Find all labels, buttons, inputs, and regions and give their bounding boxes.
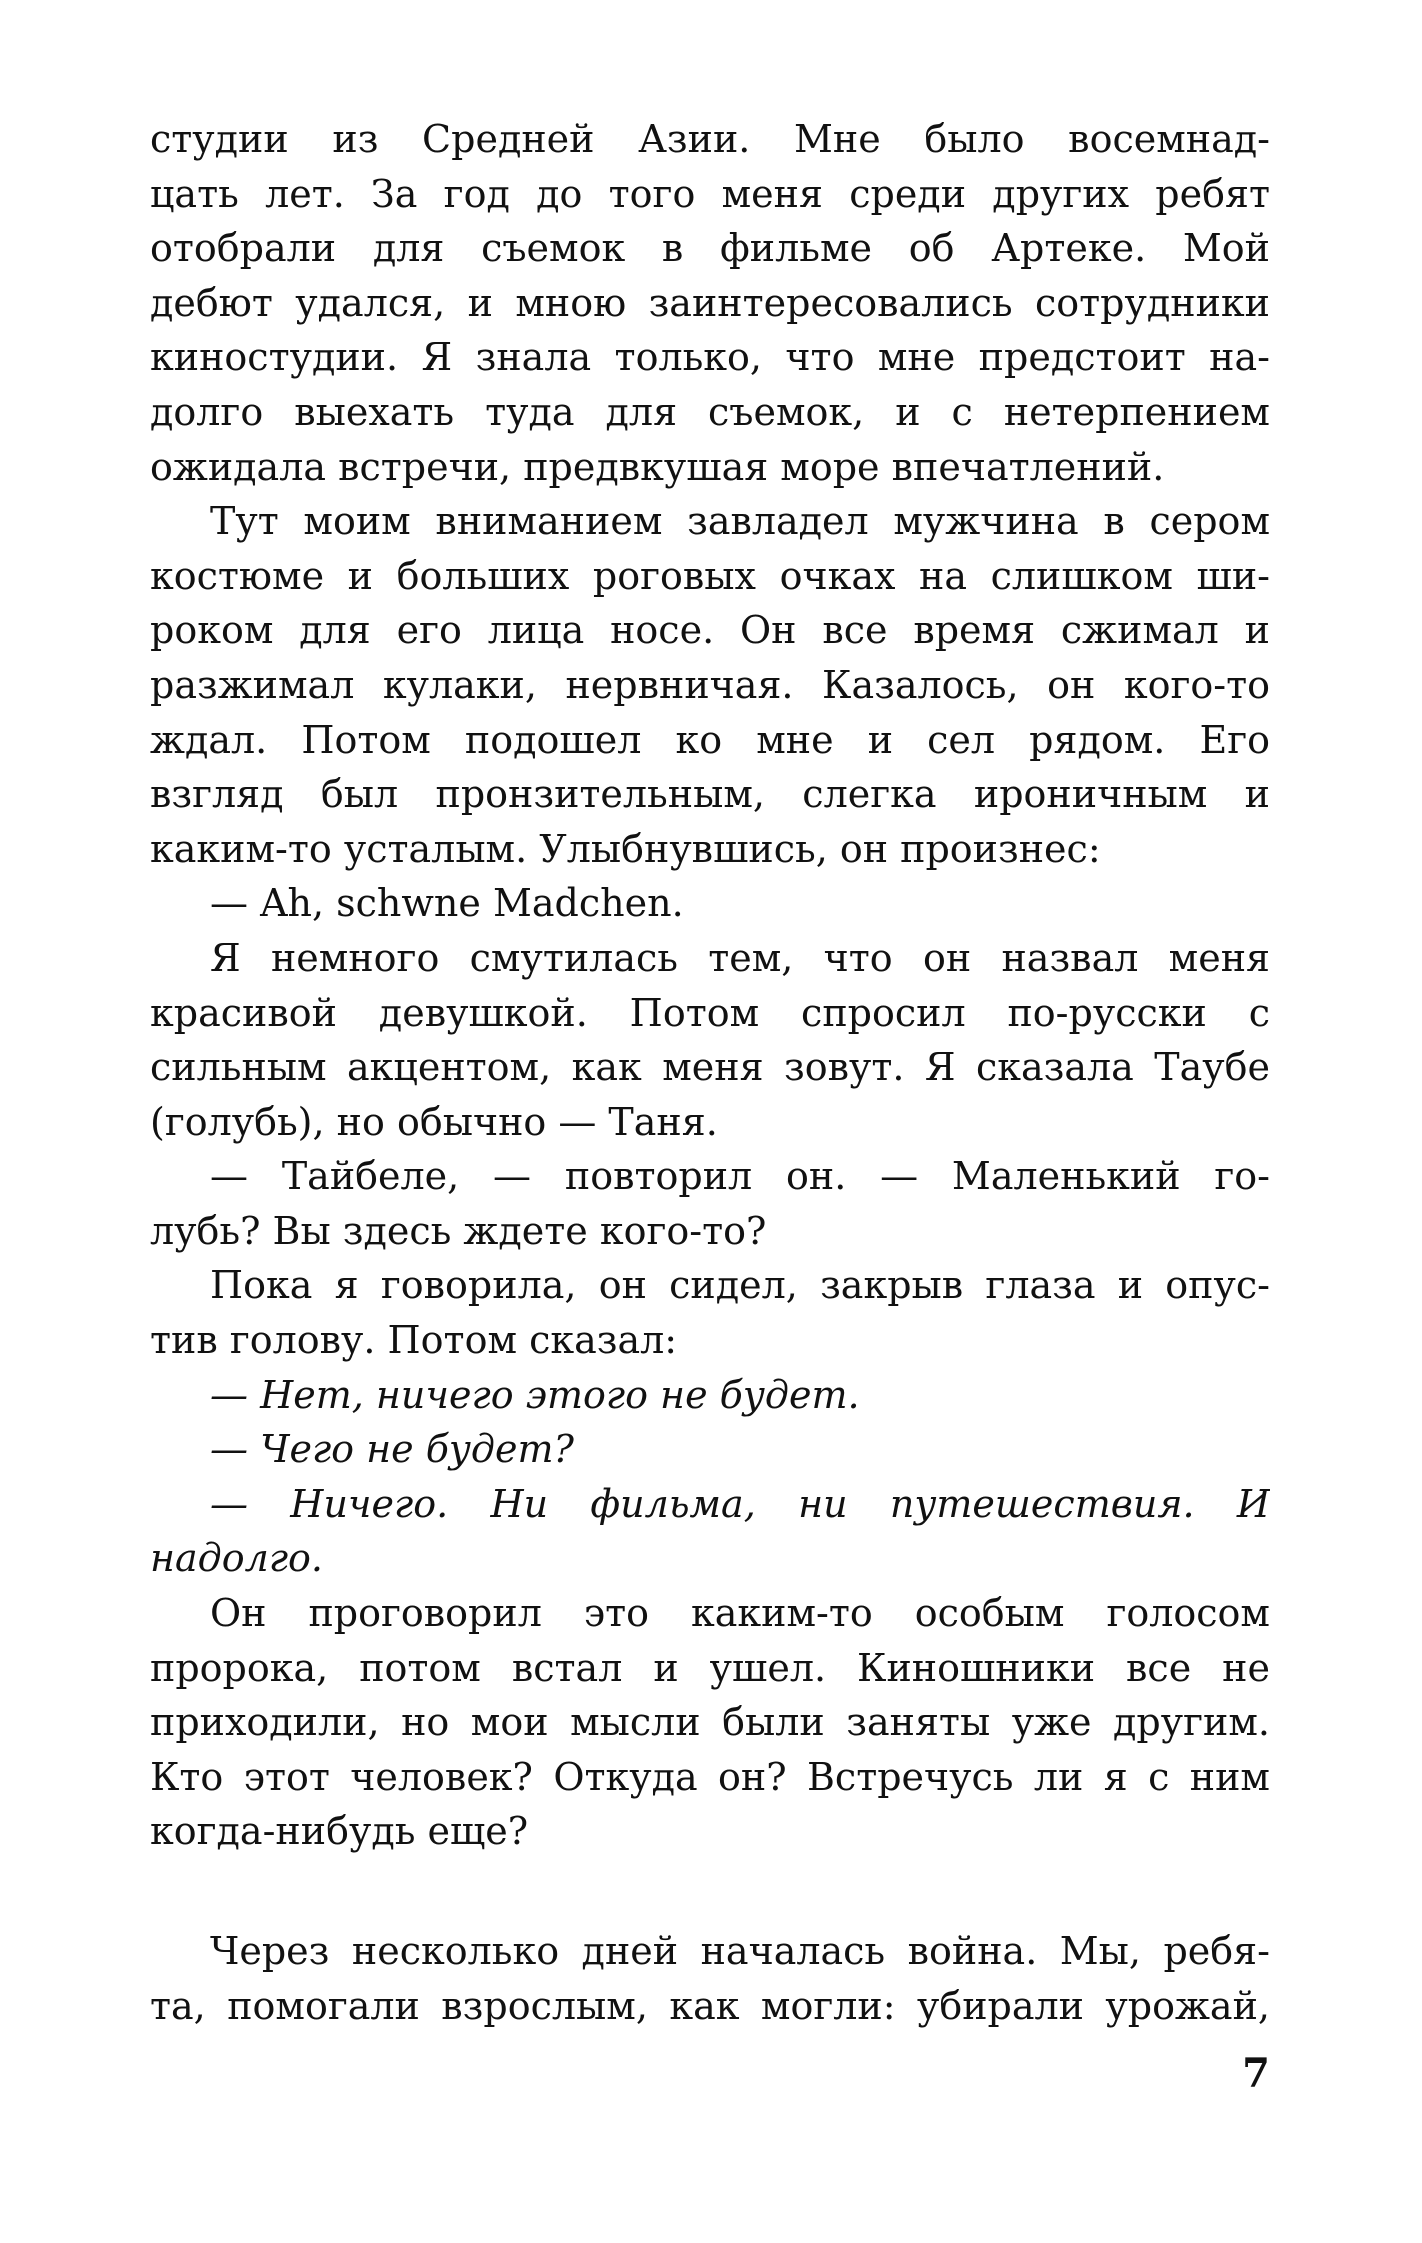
text-line: долго выехать туда для съемок, и с нетерпением [150, 389, 1270, 434]
text-line: ожидала встречи, предвкушая море впечатлений. [150, 444, 1165, 489]
text-line: — Ah, schwne Madchen. [210, 881, 684, 926]
text-line: цать лет. За год до того меня среди других ребят [150, 171, 1270, 216]
text-line: приходили, но мои мысли были заняты уже другим. [150, 1700, 1270, 1745]
text-line: роком для его лица носе. Он все время сжимал и [150, 608, 1270, 653]
text-line: (голубь), но обычно — Таня. [150, 1099, 718, 1144]
paragraph [150, 1586, 1270, 1859]
text-line: костюме и больших роговых очках на слишком ши- [150, 553, 1270, 598]
paragraph [150, 931, 1270, 1149]
text-line: киностудии. Я знала только, что мне предстоит на- [150, 335, 1270, 380]
text-line: Пока я говорила, он сидел, закрыв глаза и опус- [210, 1263, 1270, 1308]
page-body [150, 112, 1270, 2033]
text-line: — Тайбеле, — повторил он. — Маленький го- [210, 1154, 1270, 1199]
text-line: Через несколько дней началась война. Мы, ребя- [210, 1929, 1270, 1973]
text-line: взгляд был пронзительным, слегка ироничным и [150, 772, 1270, 817]
paragraph [150, 1258, 1270, 1367]
dialogue-line [150, 1149, 1270, 1258]
text-line: когда-нибудь еще? [150, 1809, 529, 1854]
text-line: — Нет, ничего этого не будет. [210, 1372, 860, 1417]
text-line: ждал. Потом подошел ко мне и сел рядом. Его [150, 717, 1270, 762]
text-line: разжимал кулаки, нервничая. Казалось, он кого-то [150, 662, 1270, 707]
text-line: надолго. [150, 1536, 324, 1581]
dialogue-line [150, 1422, 1270, 1477]
paragraph [150, 494, 1270, 876]
text-line: — Ничего. Ни фильма, ни путешествия. И [210, 1481, 1270, 1526]
section-break [150, 1859, 1270, 1924]
text-line: отобрали для съемок в фильме об Артеке. Мой [150, 226, 1270, 271]
text-line: Я немного смутилась тем, что он назвал меня [210, 935, 1270, 980]
dialogue-line [150, 876, 1270, 931]
dialogue-line [150, 1368, 1270, 1423]
text-line: Кто этот человек? Откуда он? Встречусь ли я с ним [150, 1754, 1270, 1799]
paragraph [150, 112, 1270, 494]
text-line: Тут моим вниманием завладел мужчина в сером [210, 499, 1270, 544]
dialogue-line [150, 1477, 1270, 1586]
text-line: тив голову. Потом сказал: [150, 1318, 678, 1363]
text-line: сильным акцентом, как меня зовут. Я сказала Таубе [150, 1045, 1270, 1090]
text-line: — Чего не будет? [210, 1427, 574, 1472]
paragraph [150, 1924, 1270, 2033]
text-line: красивой девушкой. Потом спросил по-русски с [150, 990, 1270, 1035]
text-line: лубь? Вы здесь ждете кого-то? [150, 1208, 767, 1253]
text-line: Он проговорил это каким-то особым голосом [210, 1591, 1270, 1636]
text-line: студии из Средней Азии. Мне было восемнад- [150, 117, 1270, 161]
text-line: каким-то усталым. Улыбнувшись, он произнес: [150, 826, 1101, 871]
text-line: пророка, потом встал и ушел. Киношники все не [150, 1645, 1270, 1690]
text-line: та, помогали взрослым, как могли: убирали урожай, [150, 1983, 1270, 2028]
page-number: 7 [1242, 2050, 1270, 2097]
text-line: дебют удался, и мною заинтересовались сотрудники [150, 280, 1270, 325]
